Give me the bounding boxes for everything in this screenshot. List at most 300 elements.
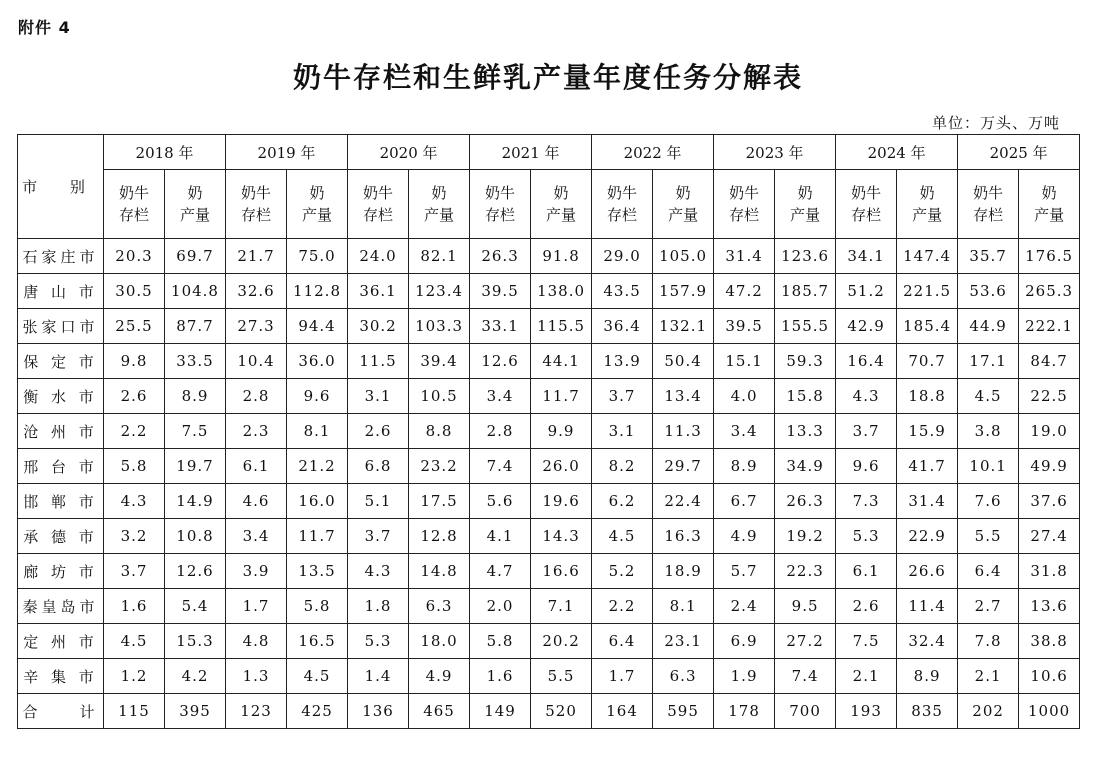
milk-output-cell: 6.3 xyxy=(409,589,470,624)
milk-output-cell: 27.4 xyxy=(1019,519,1080,554)
subheader-line: 存栏 xyxy=(851,206,882,224)
milk-output-cell: 59.3 xyxy=(775,344,836,379)
milk-output-cell: 4.5 xyxy=(287,659,348,694)
table-row xyxy=(18,274,1080,309)
subheader-line: 奶牛 xyxy=(973,184,1004,202)
milk-output-cell: 31.8 xyxy=(1019,554,1080,589)
milk-output-cell: 91.8 xyxy=(531,239,592,274)
herd-size-cell: 178 xyxy=(714,694,775,729)
herd-size-cell: 5.6 xyxy=(470,484,531,519)
milk-output-cell: 700 xyxy=(775,694,836,729)
herd-size-cell: 25.5 xyxy=(104,309,165,344)
milk-output-cell: 16.3 xyxy=(653,519,714,554)
milk-output-cell: 19.7 xyxy=(165,449,226,484)
table-row xyxy=(18,239,1080,274)
herd-size-cell: 4.8 xyxy=(226,624,287,659)
milk-output-cell: 115.5 xyxy=(531,309,592,344)
subheader-line: 奶牛 xyxy=(851,184,882,202)
herd-size-cell: 21.7 xyxy=(226,239,287,274)
herd-size-cell: 39.5 xyxy=(470,274,531,309)
herd-size-cell: 6.1 xyxy=(226,449,287,484)
herd-size-header xyxy=(836,170,897,239)
herd-size-cell: 30.2 xyxy=(348,309,409,344)
milk-output-cell: 26.3 xyxy=(775,484,836,519)
city-cell: 唐 山 市 xyxy=(18,274,104,309)
milk-output-cell: 8.1 xyxy=(653,589,714,624)
milk-output-cell: 38.8 xyxy=(1019,624,1080,659)
herd-size-cell: 43.5 xyxy=(592,274,653,309)
herd-size-cell: 4.9 xyxy=(714,519,775,554)
subheader-line: 产量 xyxy=(912,206,943,224)
table-row xyxy=(18,414,1080,449)
year-header-row xyxy=(18,135,1080,170)
milk-output-cell: 29.7 xyxy=(653,449,714,484)
herd-size-cell: 123 xyxy=(226,694,287,729)
milk-output-cell: 94.4 xyxy=(287,309,348,344)
herd-size-cell: 1.6 xyxy=(470,659,531,694)
herd-size-cell: 29.0 xyxy=(592,239,653,274)
herd-size-cell: 5.8 xyxy=(104,449,165,484)
milk-output-cell: 10.6 xyxy=(1019,659,1080,694)
table-row xyxy=(18,449,1080,484)
table-row xyxy=(18,344,1080,379)
city-column-header: 市 别 xyxy=(18,135,104,239)
city-cell: 衡 水 市 xyxy=(18,379,104,414)
milk-output-cell: 595 xyxy=(653,694,714,729)
subheader-line: 奶 xyxy=(187,184,203,202)
milk-output-cell: 16.6 xyxy=(531,554,592,589)
year-header: 2018 年 xyxy=(104,135,226,170)
herd-size-cell: 4.5 xyxy=(958,379,1019,414)
subheader-line: 存栏 xyxy=(241,206,272,224)
milk-output-cell: 39.4 xyxy=(409,344,470,379)
milk-output-cell: 265.3 xyxy=(1019,274,1080,309)
milk-output-cell: 34.9 xyxy=(775,449,836,484)
subheader-line: 存栏 xyxy=(118,206,149,224)
milk-output-cell: 49.9 xyxy=(1019,449,1080,484)
milk-output-cell: 123.6 xyxy=(775,239,836,274)
milk-output-cell: 12.8 xyxy=(409,519,470,554)
milk-output-cell: 26.6 xyxy=(897,554,958,589)
milk-output-cell: 835 xyxy=(897,694,958,729)
herd-size-cell: 51.2 xyxy=(836,274,897,309)
herd-size-cell: 6.7 xyxy=(714,484,775,519)
city-cell: 邢 台 市 xyxy=(18,449,104,484)
subheader-line: 奶 xyxy=(675,184,691,202)
herd-size-cell: 3.9 xyxy=(226,554,287,589)
herd-size-cell: 15.1 xyxy=(714,344,775,379)
herd-size-cell: 1.7 xyxy=(226,589,287,624)
milk-output-cell: 16.0 xyxy=(287,484,348,519)
milk-output-cell: 22.4 xyxy=(653,484,714,519)
herd-size-cell: 149 xyxy=(470,694,531,729)
herd-size-cell: 3.4 xyxy=(226,519,287,554)
milk-output-cell: 6.3 xyxy=(653,659,714,694)
herd-size-cell: 39.5 xyxy=(714,309,775,344)
herd-size-cell: 2.4 xyxy=(714,589,775,624)
subheader-row xyxy=(18,170,1080,239)
herd-size-cell: 2.6 xyxy=(836,589,897,624)
milk-output-cell: 103.3 xyxy=(409,309,470,344)
herd-size-cell: 3.2 xyxy=(104,519,165,554)
subheader-line: 存栏 xyxy=(729,206,760,224)
milk-output-cell: 123.4 xyxy=(409,274,470,309)
herd-size-cell: 1.7 xyxy=(592,659,653,694)
herd-size-cell: 3.1 xyxy=(592,414,653,449)
subheader-line: 奶牛 xyxy=(241,184,272,202)
milk-output-cell: 18.9 xyxy=(653,554,714,589)
herd-size-cell: 20.3 xyxy=(104,239,165,274)
subheader-line: 存栏 xyxy=(363,206,394,224)
milk-output-cell: 147.4 xyxy=(897,239,958,274)
herd-size-cell: 4.3 xyxy=(348,554,409,589)
milk-output-cell: 37.6 xyxy=(1019,484,1080,519)
milk-output-cell: 17.5 xyxy=(409,484,470,519)
city-cell: 保 定 市 xyxy=(18,344,104,379)
herd-size-cell: 32.6 xyxy=(226,274,287,309)
milk-output-cell: 31.4 xyxy=(897,484,958,519)
herd-size-cell: 5.3 xyxy=(836,519,897,554)
herd-size-cell: 6.4 xyxy=(592,624,653,659)
milk-output-cell: 23.2 xyxy=(409,449,470,484)
milk-output-cell: 5.4 xyxy=(165,589,226,624)
herd-size-cell: 164 xyxy=(592,694,653,729)
milk-output-cell: 11.4 xyxy=(897,589,958,624)
milk-output-cell: 20.2 xyxy=(531,624,592,659)
herd-size-cell: 6.8 xyxy=(348,449,409,484)
herd-size-cell: 7.6 xyxy=(958,484,1019,519)
herd-size-cell: 10.1 xyxy=(958,449,1019,484)
herd-size-cell: 4.6 xyxy=(226,484,287,519)
milk-output-header xyxy=(897,170,958,239)
milk-output-cell: 18.8 xyxy=(897,379,958,414)
milk-output-cell: 36.0 xyxy=(287,344,348,379)
herd-size-cell: 5.2 xyxy=(592,554,653,589)
subheader-line: 奶 xyxy=(919,184,935,202)
milk-output-cell: 27.2 xyxy=(775,624,836,659)
subheader-line: 奶 xyxy=(553,184,569,202)
milk-output-cell: 104.8 xyxy=(165,274,226,309)
milk-output-header xyxy=(287,170,348,239)
milk-output-header xyxy=(165,170,226,239)
herd-size-cell: 1.3 xyxy=(226,659,287,694)
milk-output-cell: 520 xyxy=(531,694,592,729)
milk-output-cell: 176.5 xyxy=(1019,239,1080,274)
herd-size-header xyxy=(348,170,409,239)
milk-output-cell: 23.1 xyxy=(653,624,714,659)
milk-output-cell: 7.5 xyxy=(165,414,226,449)
herd-size-cell: 35.7 xyxy=(958,239,1019,274)
herd-size-cell: 2.7 xyxy=(958,589,1019,624)
subheader-line: 产量 xyxy=(546,206,577,224)
herd-size-cell: 8.9 xyxy=(714,449,775,484)
task-table xyxy=(17,134,1080,729)
milk-output-cell: 22.3 xyxy=(775,554,836,589)
subheader-line: 存栏 xyxy=(973,206,1004,224)
city-cell: 邯 郸 市 xyxy=(18,484,104,519)
herd-size-cell: 4.5 xyxy=(104,624,165,659)
herd-size-cell: 3.8 xyxy=(958,414,1019,449)
herd-size-cell: 6.1 xyxy=(836,554,897,589)
herd-size-cell: 9.6 xyxy=(836,449,897,484)
herd-size-cell: 5.8 xyxy=(470,624,531,659)
milk-output-cell: 33.5 xyxy=(165,344,226,379)
year-header: 2019 年 xyxy=(226,135,348,170)
milk-output-cell: 185.4 xyxy=(897,309,958,344)
milk-output-cell: 50.4 xyxy=(653,344,714,379)
year-header: 2020 年 xyxy=(348,135,470,170)
city-cell: 定 州 市 xyxy=(18,624,104,659)
year-header: 2025 年 xyxy=(958,135,1080,170)
herd-size-cell: 16.4 xyxy=(836,344,897,379)
milk-output-cell: 5.8 xyxy=(287,589,348,624)
herd-size-cell: 2.0 xyxy=(470,589,531,624)
milk-output-header xyxy=(775,170,836,239)
herd-size-cell: 3.7 xyxy=(592,379,653,414)
milk-output-cell: 18.0 xyxy=(409,624,470,659)
herd-size-cell: 1.6 xyxy=(104,589,165,624)
subheader-line: 存栏 xyxy=(607,206,638,224)
herd-size-cell: 6.2 xyxy=(592,484,653,519)
milk-output-cell: 5.5 xyxy=(531,659,592,694)
herd-size-cell: 2.8 xyxy=(470,414,531,449)
milk-output-cell: 11.7 xyxy=(287,519,348,554)
herd-size-cell: 27.3 xyxy=(226,309,287,344)
city-cell: 承 德 市 xyxy=(18,519,104,554)
milk-output-cell: 14.3 xyxy=(531,519,592,554)
herd-size-header xyxy=(714,170,775,239)
milk-output-cell: 10.5 xyxy=(409,379,470,414)
city-cell: 合 计 xyxy=(18,694,104,729)
milk-output-cell: 138.0 xyxy=(531,274,592,309)
herd-size-cell: 4.3 xyxy=(836,379,897,414)
herd-size-cell: 2.3 xyxy=(226,414,287,449)
herd-size-cell: 12.6 xyxy=(470,344,531,379)
milk-output-cell: 84.7 xyxy=(1019,344,1080,379)
milk-output-cell: 11.7 xyxy=(531,379,592,414)
herd-size-cell: 47.2 xyxy=(714,274,775,309)
city-cell: 廊 坊 市 xyxy=(18,554,104,589)
table-row xyxy=(18,379,1080,414)
subheader-line: 奶 xyxy=(431,184,447,202)
herd-size-cell: 2.6 xyxy=(104,379,165,414)
city-cell: 张家口市 xyxy=(18,309,104,344)
herd-size-header xyxy=(592,170,653,239)
milk-output-cell: 15.3 xyxy=(165,624,226,659)
milk-output-cell: 82.1 xyxy=(409,239,470,274)
milk-output-cell: 185.7 xyxy=(775,274,836,309)
subheader-line: 奶牛 xyxy=(363,184,394,202)
herd-size-cell: 2.1 xyxy=(836,659,897,694)
milk-output-header xyxy=(653,170,714,239)
subheader-line: 奶 xyxy=(309,184,325,202)
subheader-line: 产量 xyxy=(1034,206,1065,224)
milk-output-cell: 395 xyxy=(165,694,226,729)
herd-size-cell: 193 xyxy=(836,694,897,729)
milk-output-cell: 13.4 xyxy=(653,379,714,414)
herd-size-cell: 3.7 xyxy=(836,414,897,449)
milk-output-cell: 8.9 xyxy=(897,659,958,694)
table-row xyxy=(18,589,1080,624)
milk-output-cell: 75.0 xyxy=(287,239,348,274)
milk-output-cell: 11.3 xyxy=(653,414,714,449)
herd-size-header xyxy=(470,170,531,239)
herd-size-cell: 5.1 xyxy=(348,484,409,519)
city-cell: 秦皇岛市 xyxy=(18,589,104,624)
herd-size-cell: 36.1 xyxy=(348,274,409,309)
subheader-line: 奶牛 xyxy=(729,184,760,202)
milk-output-cell: 157.9 xyxy=(653,274,714,309)
milk-output-cell: 69.7 xyxy=(165,239,226,274)
city-cell: 石家庄市 xyxy=(18,239,104,274)
herd-size-cell: 8.2 xyxy=(592,449,653,484)
milk-output-cell: 32.4 xyxy=(897,624,958,659)
herd-size-cell: 10.4 xyxy=(226,344,287,379)
milk-output-cell: 9.6 xyxy=(287,379,348,414)
milk-output-cell: 13.3 xyxy=(775,414,836,449)
year-header: 2024 年 xyxy=(836,135,958,170)
milk-output-cell: 222.1 xyxy=(1019,309,1080,344)
milk-output-cell: 15.9 xyxy=(897,414,958,449)
herd-size-cell: 7.8 xyxy=(958,624,1019,659)
herd-size-cell: 2.8 xyxy=(226,379,287,414)
milk-output-cell: 19.2 xyxy=(775,519,836,554)
milk-output-cell: 13.5 xyxy=(287,554,348,589)
subheader-line: 奶 xyxy=(1041,184,1057,202)
milk-output-cell: 44.1 xyxy=(531,344,592,379)
milk-output-cell: 16.5 xyxy=(287,624,348,659)
herd-size-cell: 1.9 xyxy=(714,659,775,694)
herd-size-cell: 6.9 xyxy=(714,624,775,659)
milk-output-cell: 425 xyxy=(287,694,348,729)
milk-output-cell: 26.0 xyxy=(531,449,592,484)
herd-size-cell: 136 xyxy=(348,694,409,729)
table-row xyxy=(18,554,1080,589)
subheader-line: 奶牛 xyxy=(118,184,149,202)
total-row xyxy=(18,694,1080,729)
milk-output-cell: 10.8 xyxy=(165,519,226,554)
milk-output-cell: 70.7 xyxy=(897,344,958,379)
milk-output-cell: 22.9 xyxy=(897,519,958,554)
subheader-line: 奶牛 xyxy=(607,184,638,202)
milk-output-cell: 221.5 xyxy=(897,274,958,309)
herd-size-cell: 115 xyxy=(104,694,165,729)
milk-output-cell: 8.1 xyxy=(287,414,348,449)
milk-output-cell: 112.8 xyxy=(287,274,348,309)
table-row xyxy=(18,309,1080,344)
herd-size-cell: 44.9 xyxy=(958,309,1019,344)
subheader-line: 奶 xyxy=(797,184,813,202)
herd-size-header xyxy=(104,170,165,239)
herd-size-cell: 1.8 xyxy=(348,589,409,624)
milk-output-cell: 7.1 xyxy=(531,589,592,624)
milk-output-cell: 22.5 xyxy=(1019,379,1080,414)
year-header: 2022 年 xyxy=(592,135,714,170)
unit-note: 单位：万头、万吨 xyxy=(931,114,1060,132)
herd-size-cell: 3.4 xyxy=(470,379,531,414)
year-header: 2023 年 xyxy=(714,135,836,170)
milk-output-cell: 19.0 xyxy=(1019,414,1080,449)
subheader-line: 产量 xyxy=(302,206,333,224)
herd-size-header xyxy=(226,170,287,239)
milk-output-cell: 9.9 xyxy=(531,414,592,449)
herd-size-cell: 1.4 xyxy=(348,659,409,694)
herd-size-cell: 1.2 xyxy=(104,659,165,694)
milk-output-cell: 14.9 xyxy=(165,484,226,519)
herd-size-cell: 5.5 xyxy=(958,519,1019,554)
milk-output-cell: 14.8 xyxy=(409,554,470,589)
subheader-line: 产量 xyxy=(180,206,211,224)
milk-output-header xyxy=(1019,170,1080,239)
table-row xyxy=(18,624,1080,659)
herd-size-cell: 17.1 xyxy=(958,344,1019,379)
herd-size-cell: 13.9 xyxy=(592,344,653,379)
herd-size-cell: 4.3 xyxy=(104,484,165,519)
milk-output-cell: 105.0 xyxy=(653,239,714,274)
milk-output-cell: 8.8 xyxy=(409,414,470,449)
herd-size-cell: 4.1 xyxy=(470,519,531,554)
milk-output-cell: 9.5 xyxy=(775,589,836,624)
milk-output-cell: 8.9 xyxy=(165,379,226,414)
milk-output-header xyxy=(531,170,592,239)
milk-output-cell: 132.1 xyxy=(653,309,714,344)
table-body xyxy=(18,239,1080,729)
milk-output-cell: 41.7 xyxy=(897,449,958,484)
year-header: 2021 年 xyxy=(470,135,592,170)
herd-size-cell: 3.1 xyxy=(348,379,409,414)
herd-size-cell: 3.7 xyxy=(348,519,409,554)
herd-size-cell: 4.5 xyxy=(592,519,653,554)
herd-size-cell: 202 xyxy=(958,694,1019,729)
milk-output-cell: 87.7 xyxy=(165,309,226,344)
subheader-line: 产量 xyxy=(790,206,821,224)
herd-size-cell: 2.6 xyxy=(348,414,409,449)
milk-output-cell: 7.4 xyxy=(775,659,836,694)
table-row xyxy=(18,519,1080,554)
attachment-label: 附件 4 xyxy=(18,18,71,37)
herd-size-cell: 42.9 xyxy=(836,309,897,344)
herd-size-cell: 3.7 xyxy=(104,554,165,589)
herd-size-header xyxy=(958,170,1019,239)
city-cell: 沧 州 市 xyxy=(18,414,104,449)
milk-output-cell: 12.6 xyxy=(165,554,226,589)
milk-output-cell: 4.9 xyxy=(409,659,470,694)
herd-size-cell: 30.5 xyxy=(104,274,165,309)
herd-size-cell: 53.6 xyxy=(958,274,1019,309)
table-row xyxy=(18,659,1080,694)
herd-size-cell: 7.3 xyxy=(836,484,897,519)
subheader-line: 产量 xyxy=(424,206,455,224)
herd-size-cell: 24.0 xyxy=(348,239,409,274)
milk-output-cell: 1000 xyxy=(1019,694,1080,729)
herd-size-cell: 11.5 xyxy=(348,344,409,379)
herd-size-cell: 3.4 xyxy=(714,414,775,449)
page-title: 奶牛存栏和生鲜乳产量年度任务分解表 xyxy=(292,61,803,94)
milk-output-cell: 15.8 xyxy=(775,379,836,414)
herd-size-cell: 9.8 xyxy=(104,344,165,379)
subheader-line: 存栏 xyxy=(485,206,516,224)
milk-output-cell: 4.2 xyxy=(165,659,226,694)
table-row xyxy=(18,484,1080,519)
herd-size-cell: 5.7 xyxy=(714,554,775,589)
subheader-line: 产量 xyxy=(668,206,699,224)
city-cell: 辛 集 市 xyxy=(18,659,104,694)
herd-size-cell: 5.3 xyxy=(348,624,409,659)
herd-size-cell: 4.0 xyxy=(714,379,775,414)
herd-size-cell: 34.1 xyxy=(836,239,897,274)
subheader-line: 奶牛 xyxy=(485,184,516,202)
herd-size-cell: 6.4 xyxy=(958,554,1019,589)
